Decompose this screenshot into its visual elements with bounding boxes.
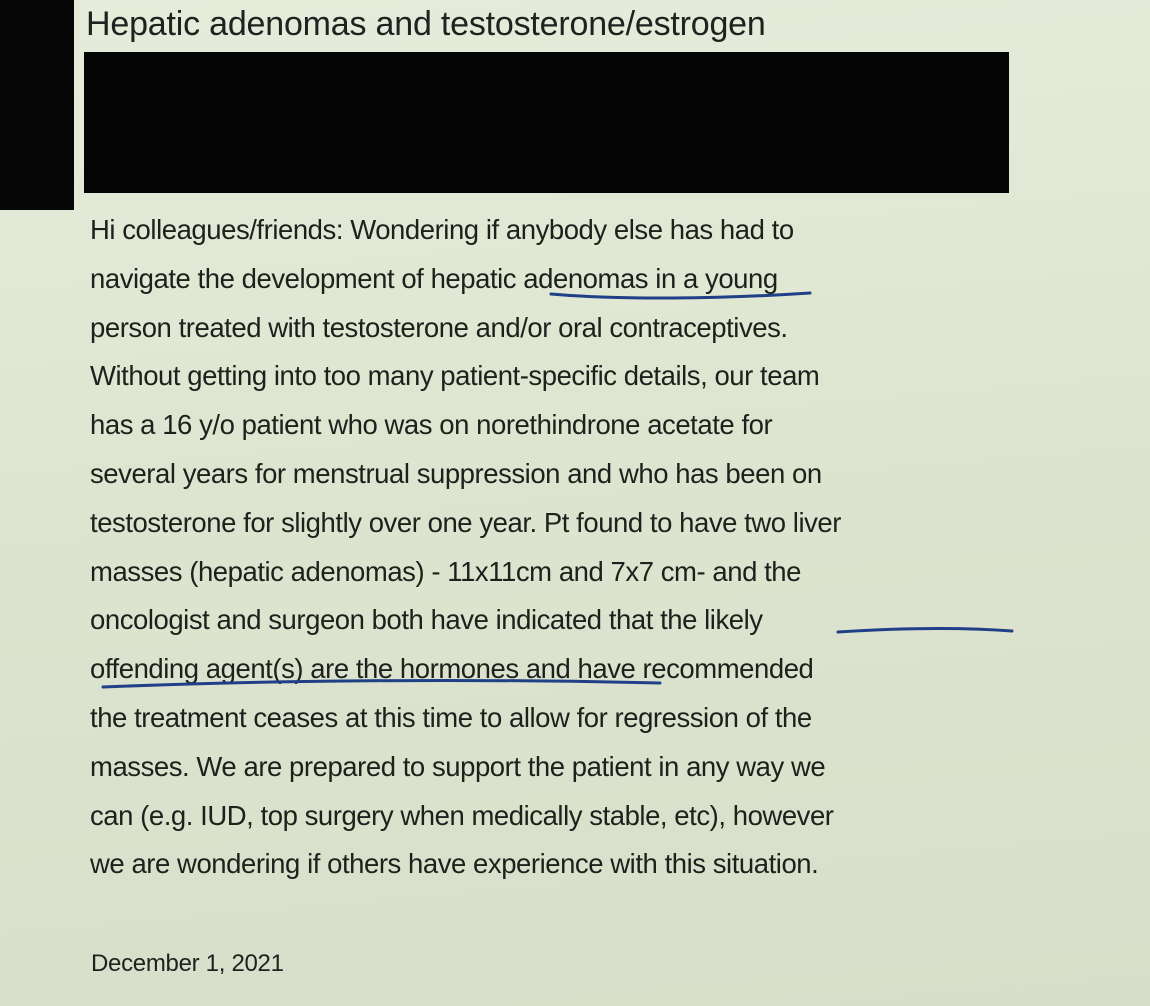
body-line: oncologist and surgeon both have indicated that the likely (90, 604, 763, 636)
left-edge-redaction (0, 0, 74, 210)
body-line: we are wondering if others have experience with this situation. (90, 848, 819, 880)
document-title: Hepatic adenomas and testosterone/estrogen (86, 5, 766, 43)
message-body (90, 206, 1100, 889)
body-line: offending agent(s) are the hormones and have recommended (90, 653, 814, 685)
body-line: person treated with testosterone and/or oral contraceptives. (90, 311, 788, 343)
body-line: Hi colleagues/friends: Wondering if anybody else has had to (90, 214, 794, 245)
body-line: has a 16 y/o patient who was on norethindrone acetate for (90, 409, 773, 441)
body-line: masses (hepatic adenomas) - 11x11cm and 7x7 cm- and the (90, 555, 801, 587)
redaction-block (84, 52, 1009, 193)
body-line: testosterone for slightly over one year. Pt found to have two liver (90, 506, 841, 538)
post-date: December 1, 2021 (91, 950, 284, 977)
body-line: several years for menstrual suppression and who has been on (90, 457, 822, 489)
body-line: navigate the development of hepatic adenomas in a young (90, 262, 778, 294)
body-line: masses. We are prepared to support the patient in any way we (90, 750, 826, 782)
body-line: Without getting into too many patient-specific details, our team (90, 360, 820, 392)
body-line: can (e.g. IUD, top surgery when medically stable, etc), however (90, 799, 834, 831)
body-line: the treatment ceases at this time to allow for regression of the (90, 701, 812, 733)
